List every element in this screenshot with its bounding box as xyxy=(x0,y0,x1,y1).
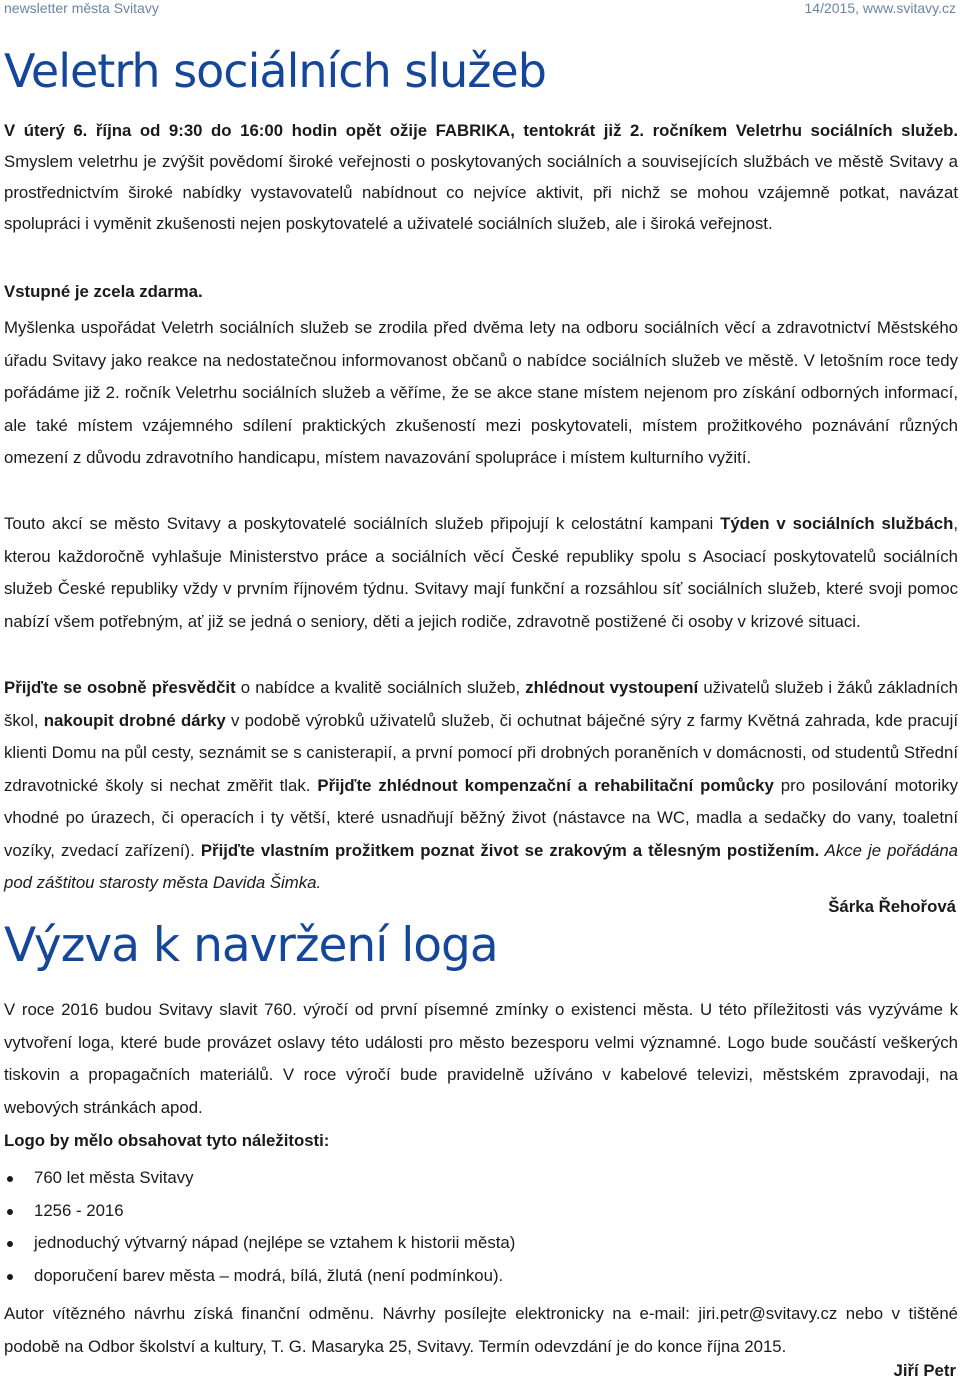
invite-s8: pro posilování motoriky vhodné po úrazech, či operacích i ty větší, které usnadňují běžný život (nástavce na WC, madla a sedačky do vany, toaletní vozíky, zvedací zařízení). xyxy=(4,775,958,860)
author-signature: Šárka Řehořová xyxy=(828,897,956,916)
list-item: 760 let města Svitavy xyxy=(4,1162,515,1195)
invite-s7: Přijďte zhlédnout kompenzační a rehabilitační pomůcky xyxy=(317,775,774,795)
invite-s1: Přijďte se osobně přesvědčit xyxy=(4,678,236,697)
campaign-text-c: , kterou každoročně vyhlašuje Ministerstvo práce a sociálních věcí České republiky spolu s Asociací poskytovatelů sociálních služeb České republiky vždy v prvním říjnovém týdnu. Svitavy mají funkční a rozsáhlou síť sociálních služeb, které svoji pomoc nabízí všem potřebným, ať již se jedná o seniory, děti a jejich rodiče, zdravotně postižené či osoby v krizové situaci. xyxy=(4,514,958,631)
requirements-list xyxy=(4,1162,515,1292)
article-intro xyxy=(4,115,958,239)
campaign-text-a: Touto akcí se město Svitavy a poskytovatelé sociálních služeb připojují k celostátní kampani xyxy=(4,514,721,533)
invite-s3: zhlédnout vystoupení xyxy=(525,678,699,697)
article-title-fair: Veletrh sociálních služeb xyxy=(4,44,546,98)
list-item: doporučení barev města – modrá, bílá, žlutá (není podmínkou). xyxy=(4,1260,515,1293)
intro-text: Smyslem veletrhu je zvýšit povědomí široké veřejnosti o poskytovaných sociálních a souvisejících službách ve městě Svitavy a prostřednictvím široké nabídky vystavovatelů nabídnout co nejvíce aktivit, při nichž se mohou vzájemně potkat, navázat spolupráci i vyměnit zkušenosti nejen poskytovatelé a uživatelé sociálních služeb, ale i široká veřejnost. xyxy=(4,152,958,233)
list-item: jednoduchý výtvarný nápad (nejlépe se vztahem k historii města) xyxy=(4,1227,515,1260)
newsletter-name: newsletter města Svitavy xyxy=(4,0,159,16)
paragraph-campaign xyxy=(4,508,958,638)
requirements-heading: Logo by mělo obsahovat tyto náležitosti: xyxy=(4,1131,330,1150)
paragraph-logo-call: V roce 2016 budou Svitavy slavit 760. výročí od první písemné zmínky o existenci města. U této příležitosti vás vyzýváme k vytvoření loga, které bude provázet oslavy této události pro město bezesporu velmi významné. Logo bude součástí veškerých tiskovin a propagačních materiálů. V roce výročí bude pravidelně užíváno v kabelové televizi, městském zpravodaji, na webových stránkách apod. xyxy=(4,1000,958,1117)
invite-s5: nakoupit drobné dárky xyxy=(43,710,226,730)
list-item: 1256 - 2016 xyxy=(4,1195,515,1228)
campaign-name: Týden v sociálních službách xyxy=(720,514,954,533)
paragraph-invitation xyxy=(4,672,958,900)
paragraph-history: Myšlenka uspořádat Veletrh sociálních služeb se zrodila před dvěma lety na odboru sociálních věcí a zdravotnictví Městského úřadu Svitavy jako reakce na nedostatečnou informovanost občanů o nabídce sociálních služeb ve městě. V letošním roce tedy pořádáme již 2. ročník Veletrhu sociálních služeb a věříme, že se akce stane místem nejenom pro získání odborných informací, ale také místem vzájemného sdílení praktických zkušeností mezi poskytovateli, místem prožitkového poznávání různých omezení z důvodu zdravotního handicapu, místem navazování spolupráce i místem kulturního vyžití. xyxy=(4,318,958,467)
invite-s6: v podobě výrobků uživatelů služeb, či ochutnat báječné sýry z farmy Květná zahrada, kde pracují klienti Domu na půl cesty, seznámit se s canisterapií, a první pomocí při drobných poraněních v domácnosti, od studentů Střední zdravotnické školy si nechat změřit tlak. xyxy=(4,710,958,795)
intro-lead: V úterý 6. října od 9:30 do 16:00 hodin opět ožije FABRIKA, tentokrát již 2. ročníkem Veletrhu sociálních služeb. xyxy=(4,121,958,140)
page-header xyxy=(4,0,956,18)
issue-and-website: 14/2015, www.svitavy.cz xyxy=(804,0,956,16)
invite-s9: Přijďte vlastním prožitkem poznat život se zrakovým a tělesným postižením. xyxy=(200,840,820,860)
invite-s2: o nabídce a kvalitě sociálních služeb, xyxy=(235,678,526,697)
invite-s4: uživatelů služeb i žáků základních škol, xyxy=(4,678,958,730)
author-signature: Jiří Petr xyxy=(893,1361,956,1380)
free-entry-note: Vstupné je zcela zdarma. xyxy=(4,282,203,301)
invite-s10: Akce je pořádána pod záštitou starosty města Davida Šimka. xyxy=(4,840,958,892)
article-title-logo: Výzva k navržení loga xyxy=(4,918,498,973)
paragraph-submission: Autor vítězného návrhu získá finanční odměnu. Návrhy posílejte elektronicky na e-mail: jiri.petr@svitavy.cz nebo v tištěné podobě na Odbor školství a kultury, T. G. Masaryka 25, Svitavy. Termín odevzdání je do konce října 2015. xyxy=(4,1304,958,1356)
